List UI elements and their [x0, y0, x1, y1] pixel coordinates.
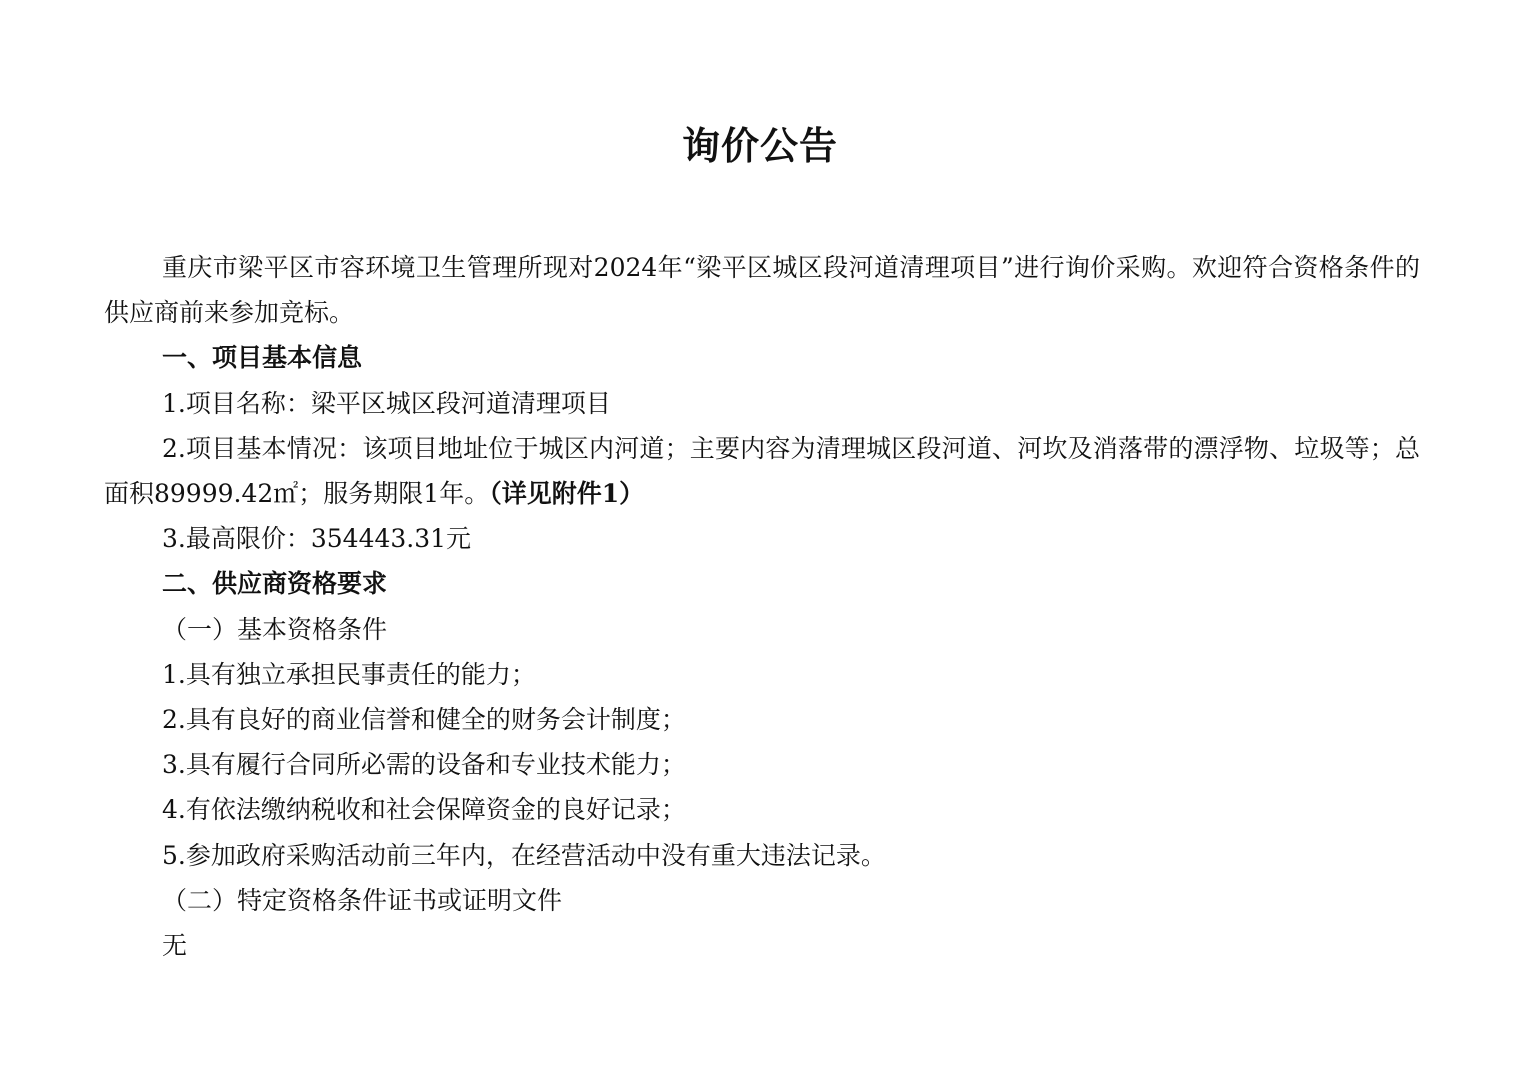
basic-qualifications-heading: （一）基本资格条件: [162, 614, 388, 644]
list-item: 3.具有履行合同所必需的设备和专业技术能力；: [162, 750, 686, 780]
list-item: 2.具有良好的商业信誉和健全的财务会计制度；: [162, 705, 686, 735]
specific-qualifications-value: 无: [162, 931, 188, 961]
max-price-item: 3.最高限价：354443.31元: [162, 524, 472, 554]
list-item: 5.参加政府采购活动前三年内，在经营活动中没有重大违法记录。: [162, 840, 886, 870]
project-basic-situation-item: [104, 426, 1420, 516]
attachment-note: （详见附件1）: [489, 479, 645, 509]
page-title: 询价公告: [681, 123, 838, 168]
project-name-item: 1.项目名称：梁平区城区段河道清理项目: [162, 388, 611, 418]
section-heading-supplier-requirements: 二、供应商资格要求: [162, 569, 388, 599]
intro-paragraph: 重庆市梁平区市容环境卫生管理所现对2024年“梁平区城区段河道清理项目”进行询价采购。欢迎符合资格条件的供应商前来参加竞标。: [104, 253, 1420, 328]
section-heading-project-info: 一、项目基本信息: [162, 343, 363, 373]
project-basic-situation-text: 2.项目基本情况：该项目地址位于城区内河道；主要内容为清理城区段河道、河坎及消落带的漂浮物、垃圾等；总面积89999.42㎡；服务期限1年。: [104, 433, 1420, 509]
list-item: 4.有依法缴纳税收和社会保障资金的良好记录；: [162, 795, 686, 825]
specific-qualifications-heading: （二）特定资格条件证书或证明文件: [162, 885, 563, 915]
document-body: [104, 245, 1420, 968]
list-item: 1.具有独立承担民事责任的能力；: [162, 659, 536, 689]
